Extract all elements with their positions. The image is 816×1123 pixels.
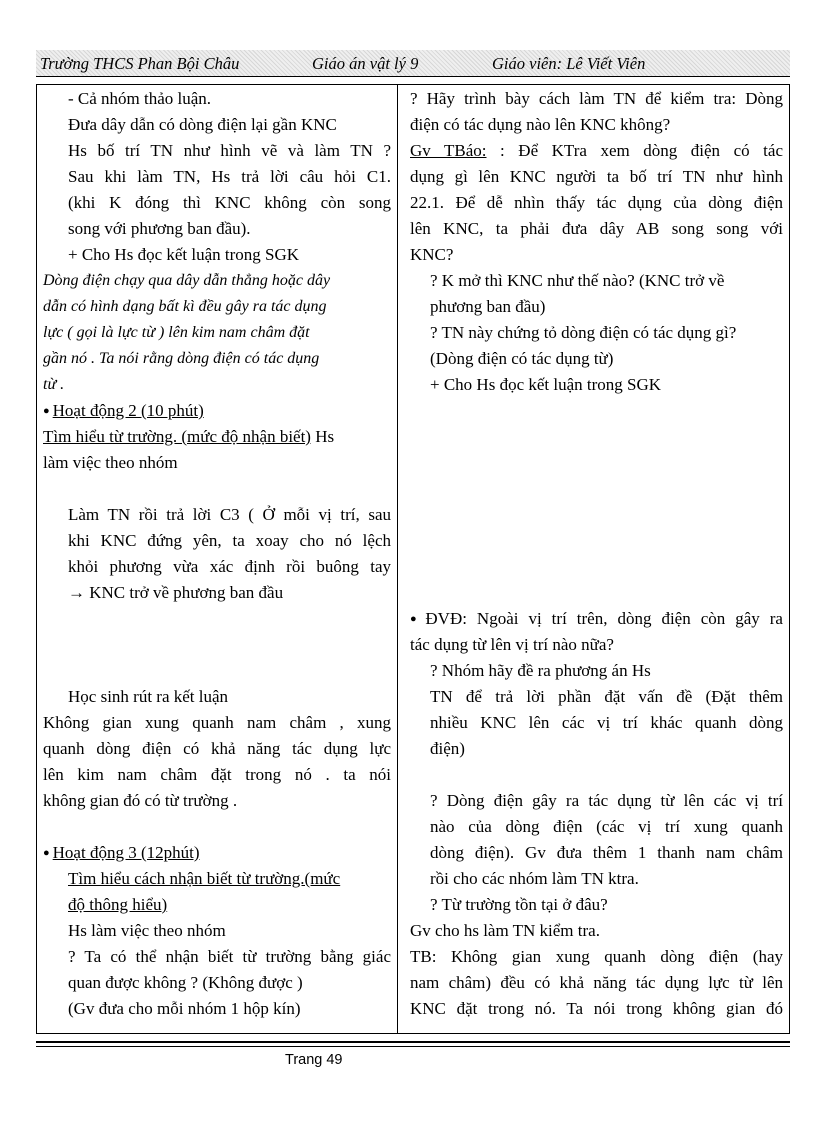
text-line: làm việc theo nhóm bbox=[43, 453, 178, 472]
text-line: KNC? bbox=[410, 245, 454, 264]
text-line: lên kim nam châm đặt trong nó . ta nói bbox=[43, 765, 391, 784]
text-line: điện) bbox=[430, 739, 465, 758]
text-line: khi KNC đứng yên, ta xoay cho nó lệch bbox=[68, 531, 391, 550]
text-line: khỏi phương vừa xác định rồi buông tay bbox=[68, 557, 391, 576]
text-line: 22.1. Để dễ nhìn thấy tác dụng của dòng điện bbox=[410, 193, 783, 212]
text-line: - Cả nhóm thảo luận. bbox=[68, 89, 212, 108]
text-line: ? TN này chứng tỏ dòng điện có tác dụng gì? bbox=[430, 323, 737, 342]
text-line: không gian đó có từ trường . bbox=[43, 791, 238, 810]
text-line: nam châm) đều có khả năng tác dụng lực từ lên bbox=[410, 973, 783, 992]
text-line: Đưa dây dẫn có dòng điện lại gần KNC bbox=[68, 115, 337, 134]
bullet-icon: ● bbox=[43, 847, 50, 859]
text-line: (Gv đưa cho mỗi nhóm 1 hộp kín) bbox=[68, 999, 301, 1018]
page-number: Trang 49 bbox=[285, 1052, 343, 1068]
conclusion-italic: Dòng điện chạy qua dây dẫn thẳng hoặc dây bbox=[43, 272, 331, 289]
text-line: + Cho Hs đọc kết luận trong SGK bbox=[430, 375, 662, 394]
footer-rule bbox=[36, 1041, 790, 1043]
text-line: tác dụng từ lên vị trí nào nữa? bbox=[410, 635, 614, 654]
text-line: Sau khi làm TN, Hs trả lời câu hỏi C1. bbox=[68, 167, 391, 186]
footer-rule bbox=[36, 1046, 790, 1047]
conclusion-italic: dẫn có hình dạng bất kì đều gây ra tác dụng bbox=[43, 298, 327, 315]
bullet-icon: ● bbox=[410, 613, 423, 625]
conclusion-italic: từ . bbox=[43, 376, 65, 393]
activity-3-title: Tìm hiểu cách nhận biết từ trường.(mức bbox=[68, 869, 341, 888]
student-activity-column bbox=[43, 86, 391, 1022]
lesson-subject: Giáo án vật lý 9 bbox=[312, 54, 419, 73]
teacher-activity-column bbox=[410, 86, 783, 1022]
text-line: Làm TN rồi trả lời C3 ( Ở mỗi vị trí, sau bbox=[68, 505, 391, 524]
text-line: nào của dòng điện (các vị trí xung quanh bbox=[430, 817, 783, 836]
text-line: ? K mở thì KNC như thế nào? (KNC trở về bbox=[430, 271, 725, 290]
teacher-name: Giáo viên: Lê Viết Viên bbox=[492, 54, 646, 73]
text-line: KNC đặt trong nó. Ta nói trong không gian đó bbox=[410, 999, 783, 1018]
text-line: Hs làm việc theo nhóm bbox=[68, 921, 226, 940]
bullet-icon: ● bbox=[43, 405, 50, 417]
text-line: dụng gì lên KNC người ta bố trí TN như hình bbox=[410, 167, 783, 186]
text-line: song với phương ban đầu). bbox=[68, 219, 251, 238]
text-line: + Cho Hs đọc kết luận trong SGK bbox=[68, 245, 300, 264]
text-line: ● ĐVĐ: Ngoài vị trí trên, dòng điện còn gây ra bbox=[410, 609, 783, 628]
text-line: lên KNC, ta phải đưa dây AB song song với bbox=[410, 219, 783, 238]
text-line: TN để trả lời phần đặt vấn đề (Đặt thêm bbox=[430, 687, 783, 706]
text-line: phương ban đầu) bbox=[430, 297, 546, 316]
conclusion-italic: lực ( gọi là lực từ ) lên kim nam châm đặt bbox=[43, 324, 310, 341]
text-line: ? Từ trường tồn tại ở đâu? bbox=[430, 895, 608, 914]
text-line: TB: Không gian xung quanh dòng điện (hay bbox=[410, 947, 783, 966]
text-line: Gv cho hs làm TN kiểm tra. bbox=[410, 921, 600, 940]
text-line: Hs bố trí TN như hình vẽ và làm TN ? bbox=[68, 141, 391, 160]
text-line: ? Nhóm hãy đề ra phương án Hs bbox=[430, 661, 651, 680]
activity-3-title: độ thông hiểu) bbox=[68, 895, 168, 914]
text-line: Học sinh rút ra kết luận bbox=[68, 687, 229, 706]
text-line: điện có tác dụng nào lên KNC không? bbox=[410, 115, 671, 134]
activity-2-title: Tìm hiểu từ trường. (mức độ nhận biết) Hs bbox=[43, 427, 335, 446]
column-divider bbox=[397, 84, 398, 1034]
activity-2-heading: ● Hoạt động 2 (10 phút) bbox=[43, 401, 204, 420]
school-name: Trường THCS Phan Bội Châu bbox=[40, 54, 240, 73]
text-line: quanh dòng điện có khả năng tác dụng lực bbox=[43, 739, 391, 758]
text-line: (khi K đóng thì KNC không còn song bbox=[68, 193, 391, 212]
activity-3-heading: ● Hoạt động 3 (12phút) bbox=[43, 843, 200, 862]
text-line: Gv TBáo: : Để KTra xem dòng điện có tác bbox=[410, 141, 783, 160]
text-line: ? Hãy trình bày cách làm TN để kiểm tra: Dòng bbox=[410, 89, 783, 108]
text-line: → KNC trở về phương ban đầu bbox=[68, 583, 284, 602]
text-line: rồi cho các nhóm làm TN ktra. bbox=[430, 869, 639, 888]
text-line: nhiều KNC lên các vị trí khác quanh dòng bbox=[430, 713, 783, 732]
text-line: (Dòng điện có tác dụng từ) bbox=[430, 349, 614, 368]
text-line: dòng điện). Gv đưa thêm 1 thanh nam châm bbox=[430, 843, 783, 862]
conclusion-italic: gần nó . Ta nói rằng dòng điện có tác dụng bbox=[43, 350, 320, 367]
page-header bbox=[36, 50, 790, 77]
gv-label: Gv TBáo: bbox=[410, 141, 487, 160]
text-line: ? Ta có thể nhận biết từ trường bằng giác bbox=[68, 947, 391, 966]
text-line: quan được không ? (Không được ) bbox=[68, 973, 303, 992]
text-line: Không gian xung quanh nam châm , xung bbox=[43, 713, 391, 732]
text-line: ? Dòng điện gây ra tác dụng từ lên các vị trí bbox=[430, 791, 783, 810]
